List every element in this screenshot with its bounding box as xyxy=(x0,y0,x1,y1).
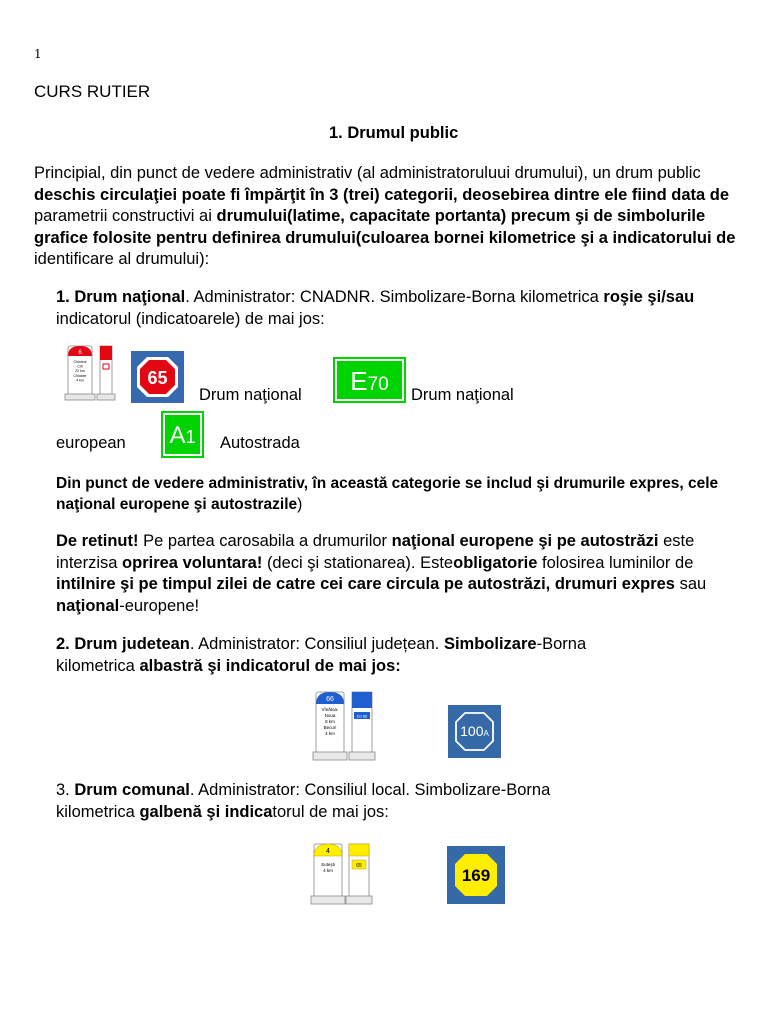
county-line-2: kilometrica albastră şi indicatorul de mai jos: xyxy=(56,656,401,675)
county-route-number: 100A xyxy=(460,723,489,739)
county-line-1: 2. Drum judetean. Administrator: Consiliul județean. Simbolizare-Borna xyxy=(56,635,587,653)
retain-line-3: intilnire şi pe timpul zilei de catre cei care circula pe autostrăzi, drumuri expres sau xyxy=(56,575,707,593)
km-post-text-line: 4 km xyxy=(325,731,335,736)
intro-line-1: Principial, din punct de vedere administrativ (al administratoruluui drumului), un drum public xyxy=(34,164,701,182)
intro-line-3: parametrii constructivi ai drumului(latime, capacitate portanta) precum şi de simbolurile xyxy=(34,207,706,225)
km-post-text-line: Becuri xyxy=(323,725,337,730)
national-km-post xyxy=(60,344,128,404)
label-drum-national: Drum naţional xyxy=(199,386,302,404)
km-post-text-line: Suteşti xyxy=(321,862,335,867)
communal-route-sign xyxy=(447,846,505,904)
national-post-number: 6 xyxy=(78,350,82,356)
km-post-text-line: 22 km xyxy=(75,369,85,374)
retain-note xyxy=(56,531,756,617)
section-title: 1. Drumul public xyxy=(329,124,459,142)
county-road-text xyxy=(56,634,756,677)
retain-line-2: interzisa oprirea voluntara! (deci şi stationarea). Esteobligatorie folosirea luminilor de xyxy=(56,553,694,572)
motorway-sign xyxy=(161,411,204,458)
course-title: CURS RUTIER xyxy=(34,82,151,101)
communal-post-number: 4 xyxy=(326,848,330,855)
national-route-number: 65 xyxy=(147,368,168,388)
communal-route-number: 169 xyxy=(461,866,491,885)
intro-line-5: identificare al drumului): xyxy=(34,250,210,268)
county-post-number: 66 xyxy=(326,696,334,703)
retain-line-1: De retinut! Pe partea carosabila a drumurilor naţional europene şi pe autostrăzi este xyxy=(56,532,695,550)
retain-line-4: naţional-europene! xyxy=(56,596,200,615)
km-post-text-line: Vînătoa- xyxy=(321,707,339,712)
county-km-post xyxy=(312,690,378,764)
km-post-text-line: 8 km xyxy=(325,719,335,724)
communal-km-post xyxy=(310,842,374,906)
km-post-text-line: 4 km xyxy=(76,378,84,383)
county-heading: Drum judetean xyxy=(74,635,190,653)
km-post-text-line: Chiusler xyxy=(73,373,87,378)
communal-line-1: 3. Drum comunal. Administrator: Consiliul local. Simbolizare-Borna xyxy=(56,781,551,799)
km-post-text-line: 4 km xyxy=(323,868,333,873)
communal-heading: Drum comunal xyxy=(74,781,190,799)
county-post-side-label: DJ 66 xyxy=(356,713,368,719)
communal-line-2: kilometrica galbenă şi indicatorul de mai jos: xyxy=(56,802,389,821)
km-post-text-line: Chiuleni xyxy=(73,360,87,364)
label-drum-national-2: Drum naţional xyxy=(411,386,514,404)
intro-line-2: deschis circulaţiei poate fi împărţit în 3 (trei) categorii, deosebirea dintre ele fiind data de xyxy=(34,185,730,204)
km-post-text-line: Noua xyxy=(324,713,336,718)
national-road-text: 1. Drum naţional. Administrator: CNADNR. Simbolizare-Borna kilometrica roşie şi/sau indicatorul (indicatoarele) de mai jos: xyxy=(56,288,695,328)
communal-post-side-label: 65 xyxy=(356,863,362,869)
communal-road-text xyxy=(56,780,550,823)
page-number: 1 xyxy=(34,47,42,61)
label-autostrada: Autostrada xyxy=(220,434,300,452)
intro-paragraph xyxy=(34,163,756,271)
label-european: european xyxy=(56,434,126,452)
km-post-text-line: Cilt xyxy=(77,364,83,369)
european-route-sign xyxy=(333,357,406,403)
motorway-label: A1 xyxy=(169,422,196,449)
intro-line-4: grafice folosite pentru definirea drumului(culoarea bornei kilometrice şi a indicatorului de xyxy=(34,228,736,247)
national-heading: 1. Drum naţional xyxy=(56,288,186,306)
european-route-label: E70 xyxy=(350,366,389,396)
county-route-sign xyxy=(448,705,501,758)
national-route-sign xyxy=(131,351,184,403)
admin-note: Din punct de vedere administrativ, în această categorie se includ şi drumurile expres, cele naţional europene şi autostrazile) xyxy=(56,475,719,513)
